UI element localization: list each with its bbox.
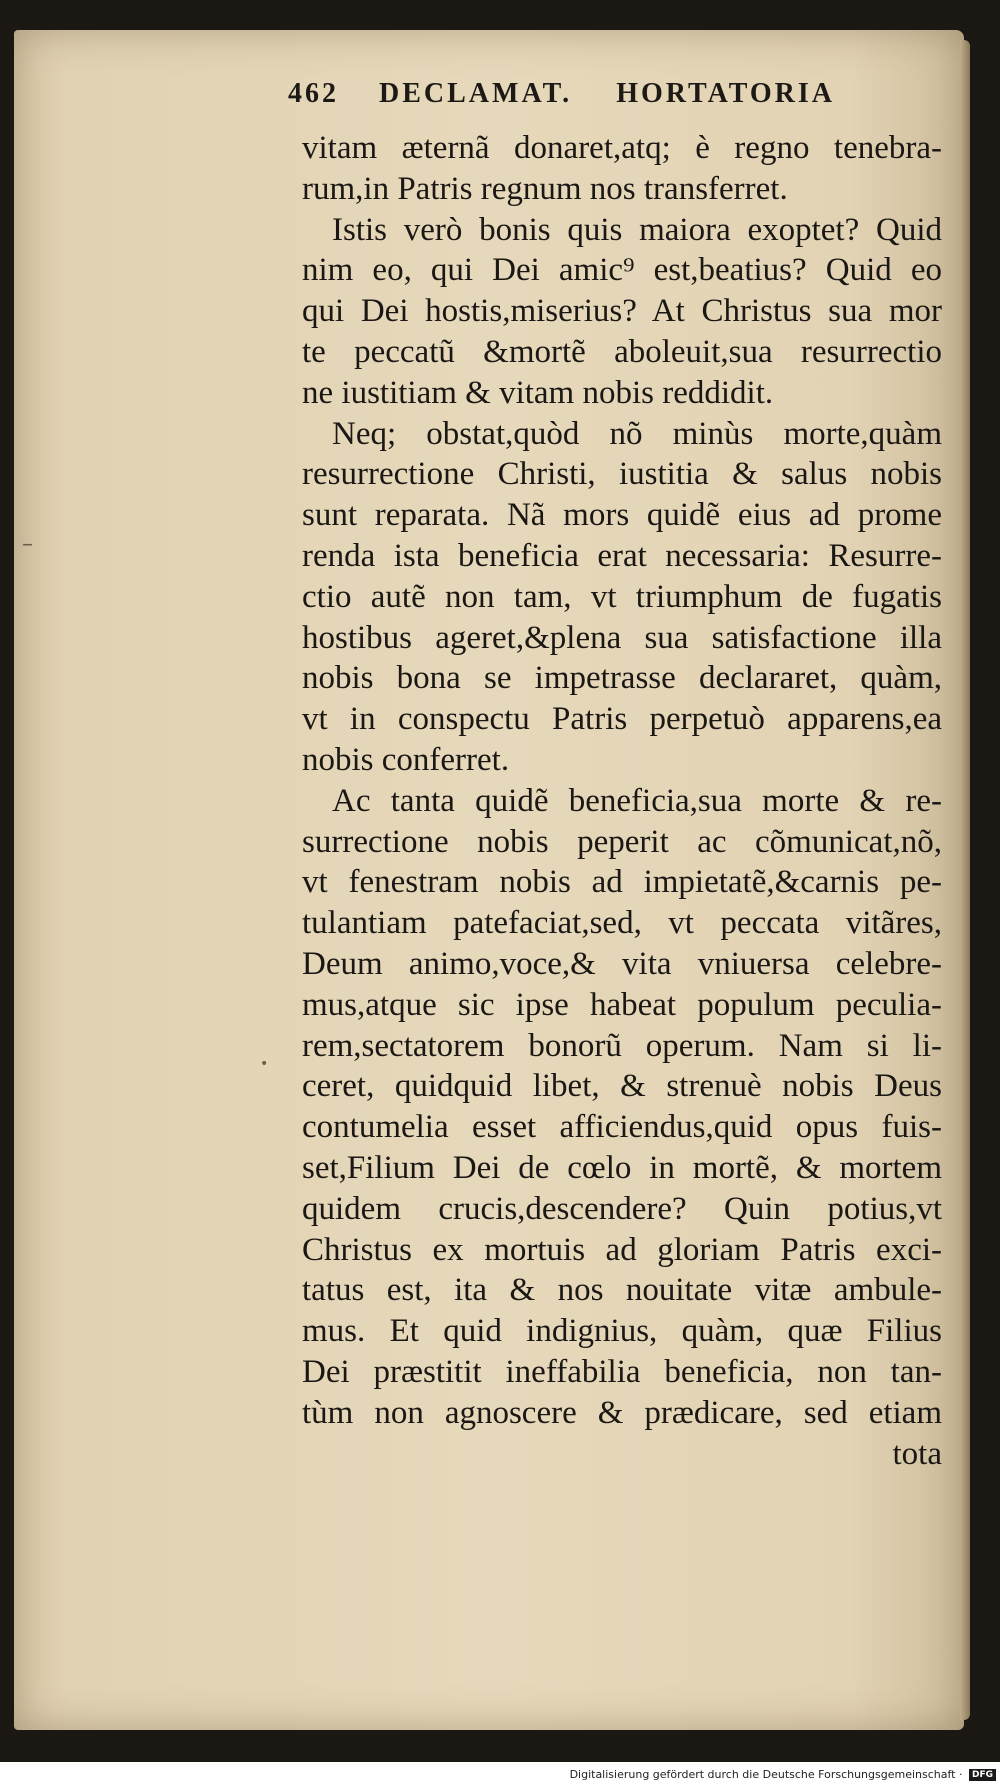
digitization-credit (570, 1768, 996, 1781)
text-line: Dei præstitit ineffabilia beneficia, non tan- (302, 1353, 942, 1390)
text-line: te peccatũ &mortẽ aboleuit,sua resurrectio (302, 333, 942, 370)
text-line: resurrectione Christi, iustitia & salus nobis (302, 456, 942, 493)
credit-text: Digitalisierung gefördert durch die Deutsche Forschungsgemeinschaft · (569, 1768, 963, 1781)
text-line: sunt reparata. Nã mors quidẽ eius ad prome (302, 497, 942, 534)
page-header (288, 78, 888, 110)
text-line: tùm non agnoscere & prædicare, sed etiam (302, 1394, 942, 1431)
text-line: renda ista beneficia erat necessaria: Resurre- (302, 537, 942, 574)
text-line: tatus est, ita & nos nouitate vitæ ambule- (302, 1272, 942, 1309)
body-text (302, 128, 942, 1474)
text-line: Deum animo,voce,& vita vniuersa celebre- (302, 945, 942, 982)
text-line: set,Filium Dei de cœlo in mortẽ, & mortem (302, 1149, 942, 1186)
text-line: Christus ex mortuis ad gloriam Patris exci- (302, 1231, 942, 1268)
text-line: vitam æternã donaret,atq; è regno tenebra- (302, 130, 942, 166)
text-line: Istis verò bonis quis maiora exoptet? Quid (332, 211, 942, 248)
text-line: qui Dei hostis,miserius? At Christus sua mor (302, 293, 942, 330)
text-line: ctio autẽ non tam, vt triumphum de fugatis (302, 578, 942, 615)
text-line: ne iustitiam & vitam nobis reddidit. (302, 374, 774, 411)
text-line: contumelia esset afficiendus,quid opus fuis- (302, 1109, 942, 1146)
text-line: ceret, quidquid libet, & strenuè nobis Deus (302, 1068, 942, 1105)
text-line: vt fenestram nobis ad impietatẽ,&carnis pe- (302, 864, 942, 901)
text-line: hostibus ageret,&plena sua satisfactione illa (302, 619, 942, 656)
running-title-left: DECLAMAT. (379, 78, 573, 109)
page-number: 462 (288, 78, 339, 109)
text-line: nobis bona se impetrasse declararet, quàm, (302, 660, 942, 697)
text-line: vt in conspectu Patris perpetuò apparens,ea (302, 701, 942, 738)
catchword: tota (892, 1435, 942, 1472)
dfg-logo-icon: DFG (969, 1769, 996, 1781)
text-line: Ac tanta quidẽ beneficia,sua morte & re- (332, 782, 942, 819)
text-line: mus,atque sic ipse habeat populum peculia- (302, 986, 942, 1023)
page-edge (960, 40, 970, 1720)
running-title-right: HORTATORIA (616, 78, 836, 109)
text-line: rem,sectatorem bonorũ operum. Nam si li- (302, 1027, 942, 1064)
text-line: Neq; obstat,quòd nõ minùs morte,quàm (332, 415, 942, 452)
text-line: rum,in Patris regnum nos transferret. (302, 170, 788, 207)
text-line: quidem crucis,descendere? Quin potius,vt (302, 1190, 942, 1227)
text-line: surrectione nobis peperit ac cõmunicat,nõ, (302, 823, 942, 860)
margin-tick-mark: – (22, 532, 33, 557)
margin-dot-mark: • (260, 1056, 269, 1072)
text-line: nobis conferret. (302, 741, 510, 778)
text-line: nim eo, qui Dei amic⁹ est,beatius? Quid eo (302, 252, 942, 289)
text-line: mus. Et quid indignius, quàm, quæ Filius (302, 1313, 942, 1350)
text-line: tulantiam patefaciat,sed, vt peccata vitãres, (302, 905, 942, 942)
